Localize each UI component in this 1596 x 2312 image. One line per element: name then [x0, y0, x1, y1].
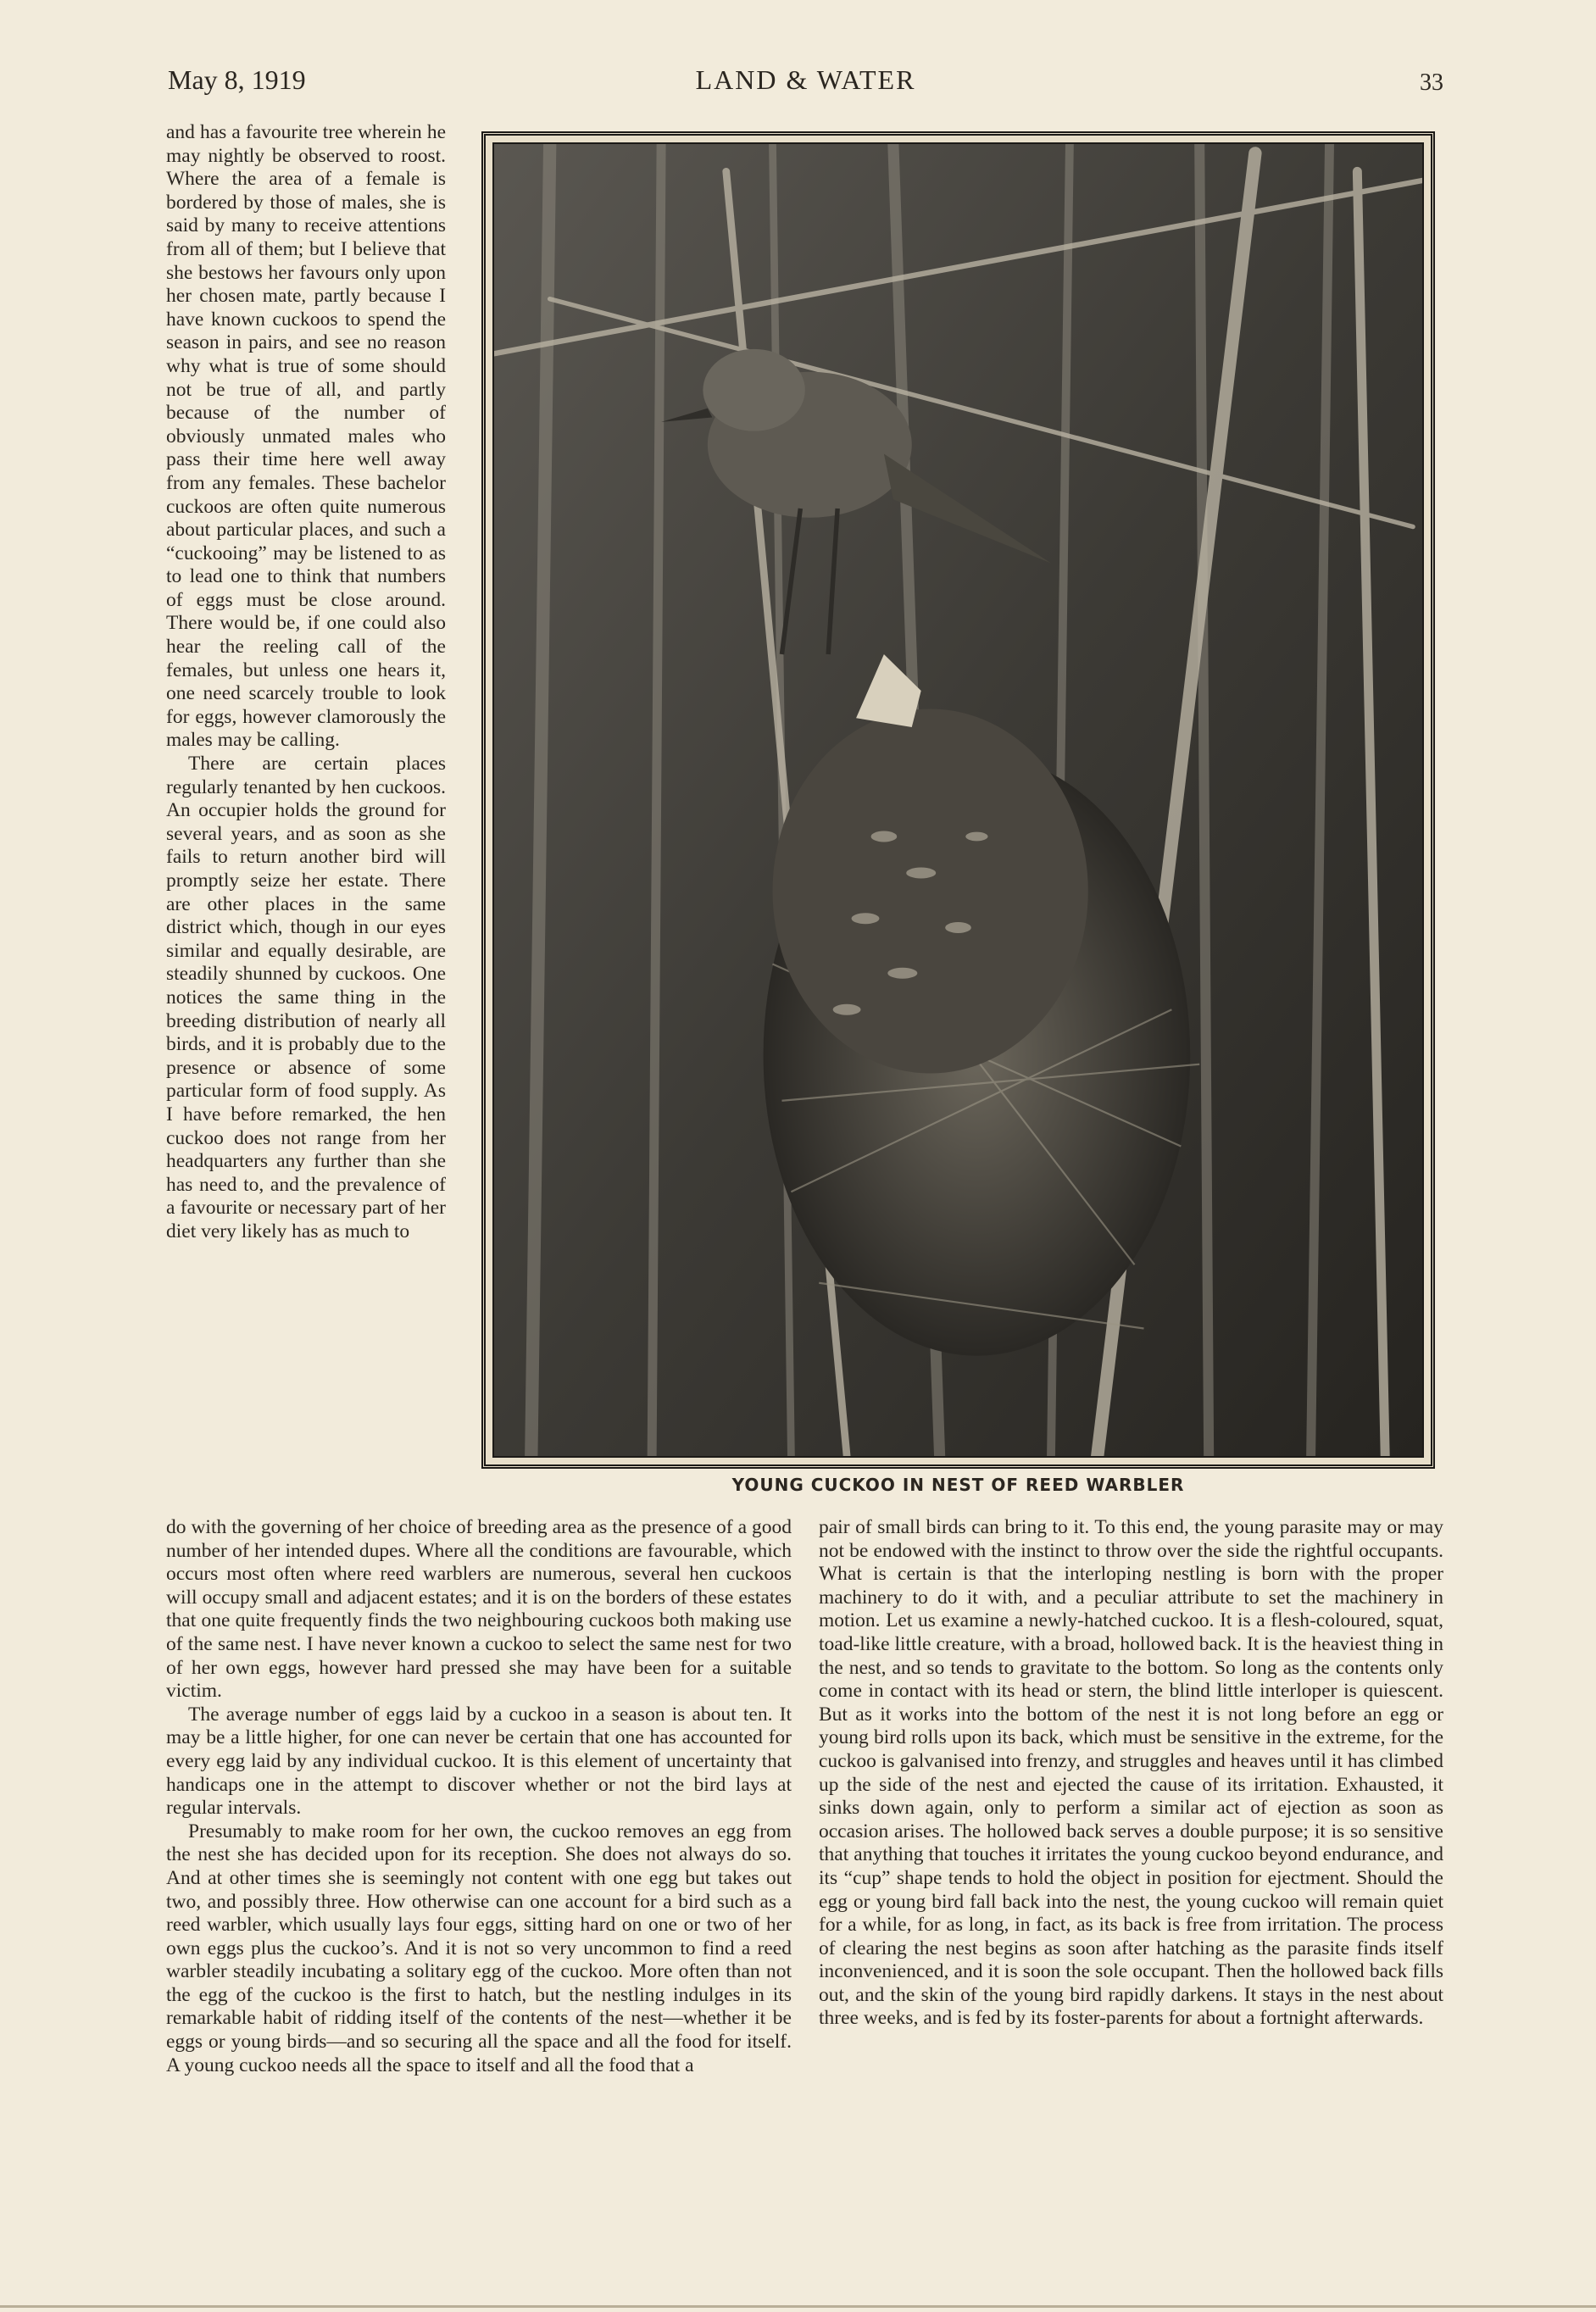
left-text-column — [166, 1516, 792, 2194]
paragraph: pair of small birds can bring to it. To this end, the young parasite may or may not be endowed with the instinct to throw over the side the rightful occupants. What is certain is that the interloping nestling is born with the proper machinery to do it with, and a peculiar attribute to set the machinery in motion. Let us examine a newly-hatched cuckoo. It is a flesh-coloured, squat, toad-like little creature, with a broad, hollowed back. It is the heaviest thing in the nest, and so tends to gravitate to the bottom. So long as the contents only come in contact with its head or stern, the blind little interloper is quiescent. But as it works into the bottom of the nest it is not long before an egg or young bird rolls upon its back, which must be sensitive in the extreme, for the cuckoo is galvanised into frenzy, and struggles and heaves until it has climbed up the side of the nest and ejected the cause of its irritation. Exhausted, it sinks down again, only to perform a similar act of ejection as soon as occasion arises. The hollowed back serves a double purpose; it is so sensitive that anything that touches it irritates the young cuckoo beyond endurance, and its “cup” shape tends to hold the object in position for ejectment. Should the egg or young bird fall back into the nest, the young cuckoo will remain quiet for a while, for as long, in fact, as its back is free from irritation. The process of clearing the nest begins as soon after hatching as the parasite finds itself inconvenienced, and it is soon the sole occupant. Then the hollowed back fills out, and the skin of the young bird rapidly darkens. It stays in the nest about three weeks, and is fed by its foster-parents for about a fortnight afterwards. — [819, 1516, 1443, 2030]
paragraph: There are certain places regularly tenanted by hen cuckoos. An occupier holds the ground for several years, and as soon as she fails to return another bird will promptly seize her estate. There are other places in the same district which, though in our eyes similar and equally desirable, are steadily shunned by cuckoos. One notices the same thing in the breeding distribution of nearly all birds, and it is probably due to the presence or absence of some particular form of food supply. As I have before remarked, the hen cuckoo does not range from her headquarters any further than she has need to, and the prevalence of a favourite or necessary part of her diet very likely has as much to — [166, 753, 446, 1242]
paragraph: Presumably to make room for her own, the cuckoo removes an egg from the nest she has decided upon for its reception. She does not always do so. And at other times she is seemingly not content with one egg but takes out two, and possibly three. How otherwise can one account for a bird such as a reed warbler, which usually lays four eggs, sitting hard on one or two of her own eggs plus the cuckoo’s. And it is not so very uncommon to find a reed warbler steadily incubating a solitary egg of the cuckoo. More often than not the egg of the cuckoo is the first to hatch, but the nestling indulges in its remarkable habit of ridding itself of the contents of the nest—whether it be eggs or young birds—and so securing all the space and all the food for itself. A young cuckoo needs all the space to itself and all the food that a — [166, 1820, 792, 2076]
photograph-frame — [481, 131, 1435, 1469]
running-head — [168, 64, 1443, 98]
page-number: 33 — [1420, 69, 1443, 96]
photo-caption: YOUNG CUCKOO IN NEST OF REED WARBLER — [731, 1475, 1185, 1495]
narrow-text-column — [166, 121, 446, 1524]
cuckoo-nest-photograph — [492, 142, 1424, 1458]
publication-title: LAND & WATER — [695, 64, 916, 95]
issue-date: May 8, 1919 — [168, 64, 306, 95]
paragraph: The average number of eggs laid by a cuckoo in a season is about ten. It may be a little higher, for one can never be certain that one has accounted for every egg laid by any individual cuckoo. It is this element of uncertainty that handicaps one in the attempt to discover whether or not the bird lays at regular intervals. — [166, 1703, 792, 1820]
paragraph: do with the governing of her choice of breeding area as the presence of a good number of her intended dupes. Where all the conditions are favourable, which occurs most often where reed warblers are numerous, several hen cuckoos will occupy small and adjacent estates; and it is on the borders of these estates that one quite frequently finds the two neighbouring cuckoos both making use of the same nest. I have never known a cuckoo to select the same nest for two of her own eggs, however hard pressed she may have been for a suitable victim. — [166, 1516, 792, 1703]
paragraph: and has a favourite tree wherein he may nightly be observed to roost. Where the area of a female is bordered by those of males, she is said by many to receive attentions from all of them; but I believe that she bestows her favours only upon her chosen mate, partly because I have known cuckoos to spend the season in pairs, and see no reason why what is true of some should not be true of all, and partly because of the number of obviously unmated males who pass their time here well away from any females. These bachelor cuckoos are often quite numerous about particular places, and such a “cuckooing” may be listened to as to lead one to think that numbers of eggs must be close around. There would be, if one could also hear the reeling call of the females, but unless one hears it, one need scarcely trouble to look for eggs, however clamorously the males may be calling. — [166, 121, 446, 752]
right-text-column — [819, 1516, 1443, 2194]
page-edge — [0, 2305, 1596, 2308]
